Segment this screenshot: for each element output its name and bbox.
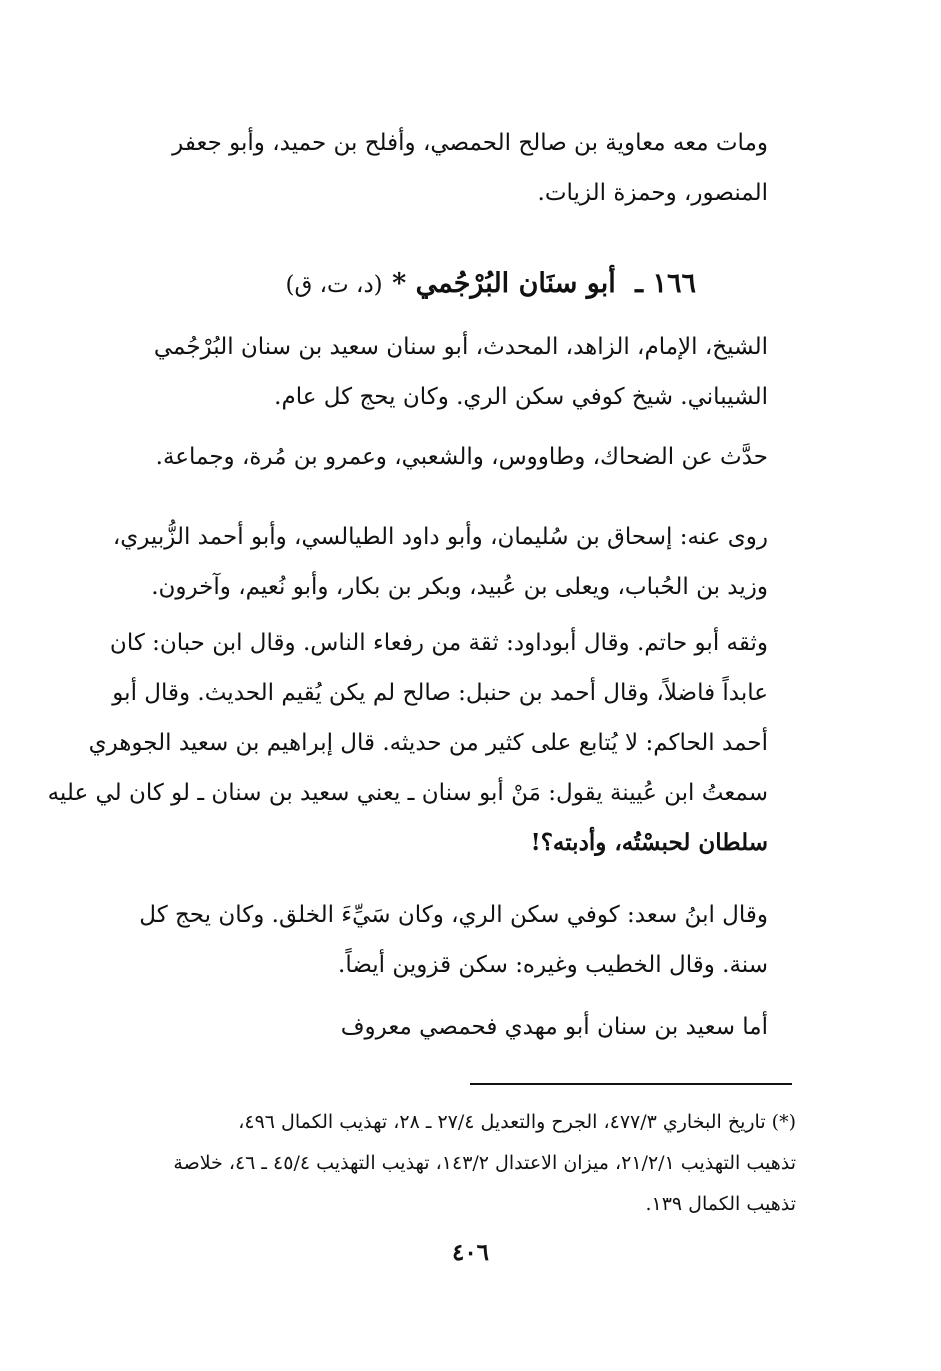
text-line: سلطان لحبسْتُه، وأدبته؟! <box>530 829 768 856</box>
footnote-separator <box>470 1083 792 1085</box>
text-line: سمعتُ ابن عُيينة يقول: مَنْ أبو سنان ـ يعني سعيد بن سنان ـ لو كان لي عليه <box>47 780 768 806</box>
footnote <box>136 1102 796 1225</box>
entry-number: ١٦٦ ـ <box>635 268 696 299</box>
footnote-mark: * <box>392 268 407 299</box>
paragraph-death-notes <box>136 118 816 218</box>
text-line: ومات معه معاوية بن صالح الحمصي، وأفلح بن حميد، وأبو جعفر <box>172 130 768 156</box>
text-line: وقال ابنُ سعد: كوفي سكن الري، وكان سَيِّءَ الخلق. وكان يحج كل <box>139 902 768 928</box>
footnote-line: تذهيب التهذيب ٢١/٢/١، ميزان الاعتدال ١٤٣/٢، تهذيب التهذيب ٤٥/٤ ـ ٤٦، خلاصة <box>173 1152 796 1174</box>
text-line: أحمد الحاكم: لا يُتابع على كثير من حديثه. قال إبراهيم بن سعيد الجوهري <box>88 730 768 756</box>
paragraph-assessments <box>47 618 816 868</box>
text-line: عابداً فاضلاً، وقال أحمد بن حنبل: صالح لم يكن يُقيم الحديث. وقال أبو <box>112 680 768 706</box>
paragraph-ibn-saad <box>136 890 816 990</box>
text-line: الشيباني. شيخ كوفي سكن الري. وكان يحج كل عام. <box>274 384 768 410</box>
paragraph-teachers <box>136 432 816 482</box>
text-line: وزيد بن الحُباب، ويعلى بن عُبيد، وبكر بن بكار، وأبو نُعيم، وآخرون. <box>151 574 768 600</box>
text-line: روى عنه: إسحاق بن سُليمان، وأبو داود الطيالسي، وأبو أحمد الزُّبيري، <box>112 524 768 550</box>
entry-heading <box>136 262 696 307</box>
footnote-line: تذهيب الكمال ١٣٩. <box>645 1193 796 1215</box>
page-number: ٤٠٦ <box>451 1239 490 1266</box>
text-line: المنصور، وحمزة الزيات. <box>537 180 768 206</box>
text-line: حدَّث عن الضحاك، وطاووس، والشعبي، وعمرو بن مُرة، وجماعة. <box>155 444 768 470</box>
paragraph-students <box>112 512 816 612</box>
entry-sigla: (د، ت، ق) <box>285 272 383 298</box>
paragraph-identity <box>136 322 816 422</box>
paragraph-closing-note <box>136 1002 816 1052</box>
text-line: الشيخ، الإمام، الزاهد، المحدث، أبو سنان سعيد بن سنان البُرْجُمي <box>153 334 768 360</box>
footnote-line: (*) تاريخ البخاري ٤٧٧/٣، الجرح والتعديل ٢٧/٤ ـ ٢٨، تهذيب الكمال ٤٩٦، <box>238 1111 796 1133</box>
text-line: أما سعيد بن سنان أبو مهدي فحمصي معروف <box>340 1014 768 1040</box>
entry-name: أبو سنَان البُرْجُمي <box>415 268 616 299</box>
text-line: سنة. وقال الخطيب وغيره: سكن قزوين أيضاً. <box>338 952 768 978</box>
text-line: وثقه أبو حاتم. وقال أبوداود: ثقة من رفعاء الناس. وقال ابن حبان: كان <box>109 630 768 656</box>
